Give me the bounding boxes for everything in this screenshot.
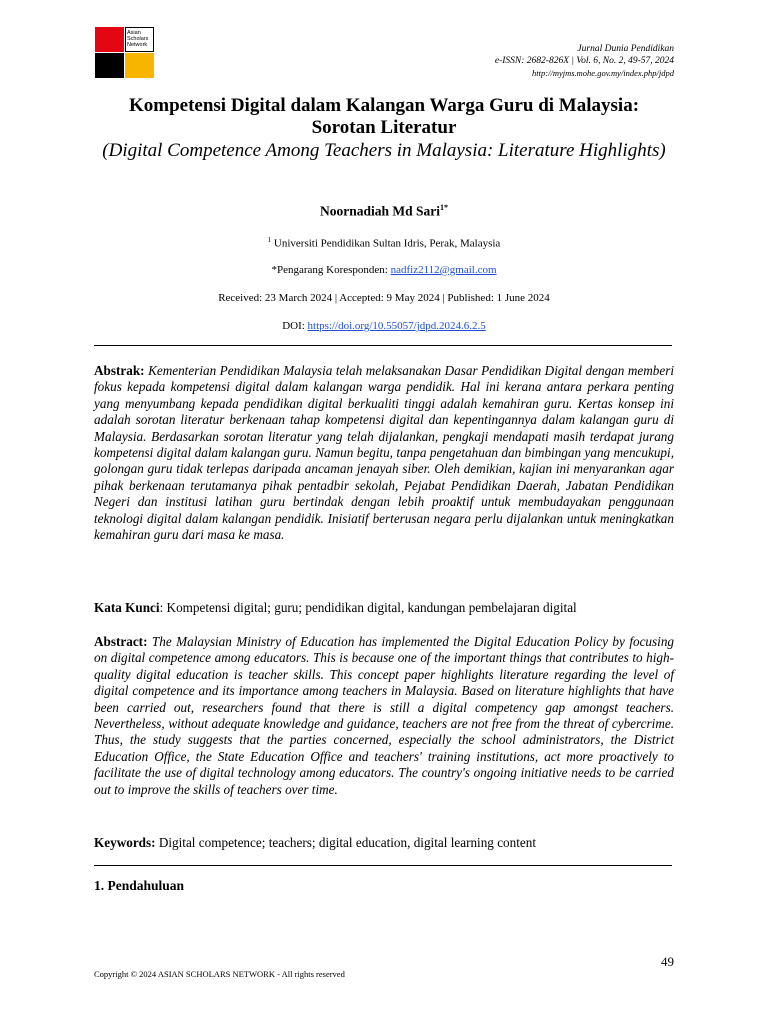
author-name: Noornadiah Md Sari (319, 203, 441, 219)
keywords (94, 835, 674, 851)
affiliation (95, 236, 673, 250)
keywords-text: Digital competence; teachers; digital education, digital learning content (155, 835, 537, 850)
article-dates: Received: 23 March 2024 | Accepted: 9 May 2024 | Published: 1 June 2024 (218, 292, 550, 304)
section-heading: 1. Pendahuluan (94, 878, 185, 893)
journal-info (495, 43, 674, 79)
abstrak-paragraph (94, 363, 674, 543)
copyright: Copyright © 2024 ASIAN SCHOLARS NETWORK - All rights reserved (94, 969, 345, 979)
affiliation-text: Universiti Pendidikan Sultan Idris, Perak, Malaysia (273, 237, 501, 250)
logo-text-box: Asian Scholars Network (125, 27, 154, 52)
author-sup: 1* (440, 203, 449, 212)
doi-label: DOI: (282, 320, 308, 332)
abstrak-label: Abstrak: (94, 363, 145, 378)
journal-url[interactable]: http://myjms.mohe.gov.my/index.php/jdpd (532, 68, 674, 78)
abstrak-text: Kementerian Pendidikan Malaysia telah melaksanakan Dasar Pendidikan Digital dengan memberi fokus kepada kompetensi digital dalam kalangan warga pendidik. Hal ini kerana antara perkara penting yang menyumbang kepada pendidikan digital berkualiti tinggi adalah kemahiran guru. Kertas konsep ini adalah sorotan literatur berkenaan tahap kompetensi digital dan kepentingannya dalam kalangan guru di Malaysia. Berdasarkan sorotan literatur yang telah dijalankan, pengkaji mendapati masih terdapat jurang kompetensi digital dalam kalangan guru. Namun begitu, tanpa pengetahuan dan bimbingan yang mencukupi, golongan guru tidak terlepas daripada ancaman jenayah siber. Oleh demikian, kajian ini menyarankan agar pihak berkenaan terutamanya pihak pentadbir sekolah, Pejabat Pendidikan Daerah, Jabatan Pendidikan Negeri dan institusi latihan guru bertindak dengan lebih proaktif untuk membudayakan penggunaan teknologi digital dalam kalangan pendidik. Inisiatif berterusan negara perlu dijalankan untuk meningkatkan kemahiran guru dari masa ke masa. (94, 363, 674, 543)
publisher-logo (95, 27, 154, 78)
correspondence (95, 264, 673, 276)
abstract-paragraph (94, 634, 674, 798)
abstract-text: The Malaysian Ministry of Education has implemented the Digital Education Policy by focusing on digital competence among educators. This is because one of the important things that contributes to high-quality digital education is teacher skills. This concept paper highlights literature regarding the level of digital competence and its importance among teachers in Malaysia. Based on literature highlights that have been carried out, researchers found that there is still a digital competency gap amongst teachers. Nevertheless, without adequate knowledge and guidance, teachers are not free from the threat of cybercrime. Thus, the study suggests that the parties concerned, especially the school administrators, the District Education Office, the State Education Office and teachers' training institutions, act more proactively to facilitate the use of digital technology among educators. The country's ongoing initiative needs to be carried out to improve the skills of teachers over time. (94, 634, 675, 797)
logo-black-square (95, 53, 124, 78)
bottom-divider (94, 865, 672, 866)
journal-issn: e-ISSN: 2682-826X | Vol. 6, No. 2, 49-57, 2024 (494, 56, 674, 66)
page-number: 49 (661, 954, 674, 969)
affiliation-sup: 1 (267, 236, 272, 244)
paper-title: Kompetensi Digital dalam Kalangan Warga Guru di Malaysia: Sorotan Literatur (128, 95, 640, 138)
keywords-label: Keywords: (94, 835, 156, 850)
paper-subtitle: (Digital Competence Among Teachers in Malaysia: Literature Highlights) (102, 140, 666, 161)
journal-name: Jurnal Dunia Pendidikan (577, 44, 674, 54)
logo-yellow-square (125, 53, 154, 78)
doi-link[interactable]: https://doi.org/10.55057/jdpd.2024.6.2.5 (307, 320, 486, 332)
kata-kunci-label: Kata Kunci (94, 600, 160, 615)
logo-red-square (95, 27, 124, 52)
kata-kunci-text: : Kompetensi digital; guru; pendidikan digital, kandungan pembelajaran digital (159, 600, 577, 615)
top-divider (94, 345, 672, 346)
email-link[interactable]: nadfiz2112@gmail.com (390, 264, 497, 276)
kata-kunci (94, 600, 674, 616)
abstract-label: Abstract: (94, 634, 148, 649)
author (95, 203, 673, 220)
doi (95, 320, 673, 332)
correspondence-label: *Pengarang Koresponden: (271, 264, 391, 276)
